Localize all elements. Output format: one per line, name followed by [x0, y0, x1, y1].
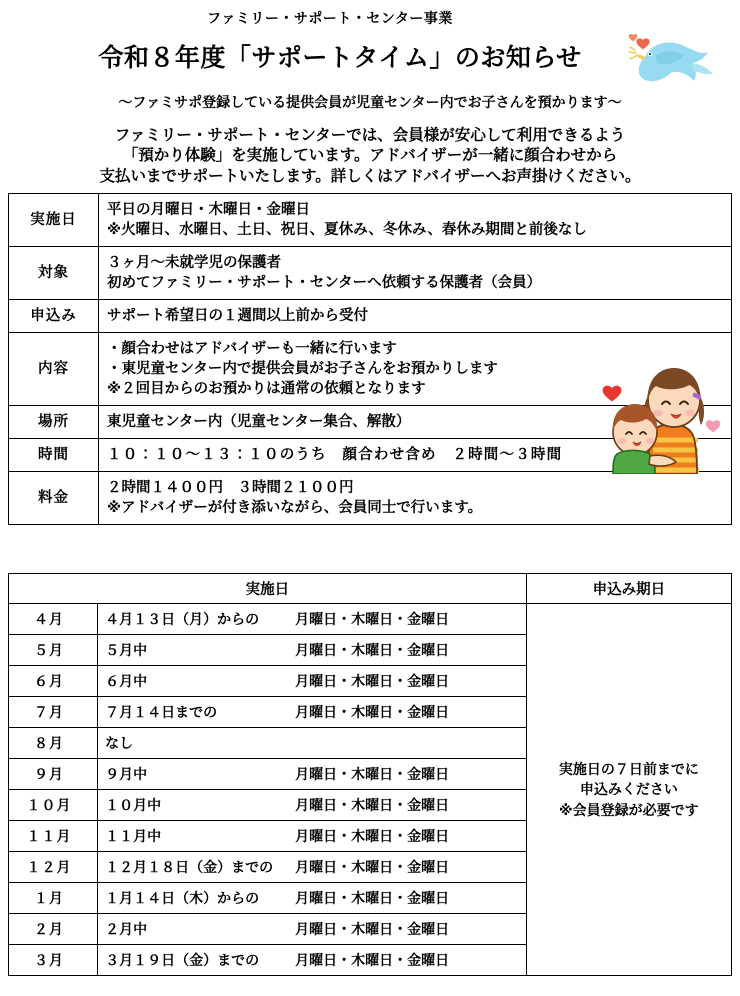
- month-days: 月曜日・木曜日・金曜日: [295, 611, 450, 627]
- cell-line: 東児童センター内（児童センター集合、解散）: [107, 414, 411, 430]
- cell-line: ３ヶ月～未就学児の保護者: [107, 255, 281, 271]
- month-date: １月１４日（木）からの: [105, 890, 260, 906]
- row-value-taisho: [99, 247, 732, 300]
- row-label-ryokin: 料金: [9, 472, 99, 525]
- month-label: ２月: [9, 914, 98, 945]
- cell-line: ※火曜日、水曜日、土日、祝日、夏休み、冬休み、春休み期間と前後なし: [107, 222, 587, 238]
- table-row: [9, 247, 732, 300]
- table-header-row: [9, 574, 732, 604]
- cell-line: ２時間１４００円 ３時間２１００円: [107, 480, 354, 496]
- column-header-schedule: 実施日: [9, 574, 527, 604]
- program-details-table: [8, 193, 732, 525]
- program-details-body: [9, 194, 732, 525]
- table-row: [9, 604, 732, 635]
- row-label-taisho: 対象: [9, 247, 99, 300]
- row-value-naiyo: [99, 333, 732, 406]
- page-subtitle: ～ファミサポ登録している提供会員が児童センター内でお子さんを預かります～: [118, 94, 622, 110]
- month-date: ２月中: [105, 921, 148, 937]
- row-label-jikan: 時間: [9, 439, 99, 472]
- month-label: １月: [9, 883, 98, 914]
- month-date: ９月中: [105, 766, 148, 782]
- cell-line: ・顔合わせはアドバイザーも一緒に行います: [107, 341, 397, 357]
- month-date: ３月１９日（金）までの: [105, 952, 260, 968]
- row-label-basho: 場所: [9, 406, 99, 439]
- month-label: ９月: [9, 759, 98, 790]
- cell-line: ※２回目からのお預かりは通常の依頼となります: [107, 381, 426, 397]
- month-detail: [98, 697, 527, 728]
- apply-note-line: 実施日の７日前までに: [558, 761, 699, 778]
- month-label: ６月: [9, 666, 98, 697]
- cell-line: １０：１０～１３：１０のうち 顔合わせ含め ２時間～３時間: [107, 447, 563, 463]
- month-detail: [98, 821, 527, 852]
- month-detail: [98, 945, 527, 976]
- month-days: 月曜日・木曜日・金曜日: [295, 952, 450, 968]
- cell-line: ※アドバイザーが付き添いながら、会員同士で行います。: [107, 500, 483, 516]
- month-date: １０月中: [105, 797, 162, 813]
- table-row: [9, 194, 732, 247]
- month-detail: [98, 914, 527, 945]
- month-date: １２月１８日（金）までの: [105, 859, 274, 875]
- month-label: ５月: [9, 635, 98, 666]
- row-value-ryokin: [99, 472, 732, 525]
- column-header-apply: 申込み期日: [526, 574, 731, 604]
- month-date: ５月中: [105, 642, 148, 658]
- month-detail: [98, 883, 527, 914]
- blue-bird-illustration: [612, 22, 724, 100]
- month-label: ７月: [9, 697, 98, 728]
- month-detail: [98, 790, 527, 821]
- table-row: [9, 472, 732, 525]
- month-days: 月曜日・木曜日・金曜日: [295, 859, 450, 875]
- heart-shape-small: [629, 34, 638, 41]
- intro-line-2: 「預かり体験」を実施しています。アドバイザーが一緒に顔合わせから: [122, 147, 618, 165]
- month-detail: [98, 728, 527, 759]
- month-label: １１月: [9, 821, 98, 852]
- cell-line: サポート希望日の１週間以上前から受付: [107, 308, 368, 324]
- month-date: なし: [105, 735, 134, 751]
- month-label: ３月: [9, 945, 98, 976]
- row-label-jisshibi: 実施日: [9, 194, 99, 247]
- cell-line: ・東児童センター内で提供会員がお子さんをお預かりします: [107, 361, 498, 377]
- month-date: １１月中: [105, 828, 162, 844]
- row-value-jikan: [99, 439, 732, 472]
- month-days: 月曜日・木曜日・金曜日: [295, 704, 450, 720]
- apply-note-line: 申込みください: [579, 781, 678, 798]
- table-row: [9, 333, 732, 406]
- intro-line-1: ファミリー・サポート・センターでは、会員様が安心して利用できるよう: [114, 127, 626, 144]
- month-detail: [98, 666, 527, 697]
- month-detail: [98, 604, 527, 635]
- month-days: 月曜日・木曜日・金曜日: [295, 921, 450, 937]
- month-days: 月曜日・木曜日・金曜日: [295, 642, 450, 658]
- month-days: 月曜日・木曜日・金曜日: [295, 673, 450, 689]
- monthly-schedule-head: [9, 574, 732, 604]
- cell-line: 平日の月曜日・木曜日・金曜日: [107, 202, 310, 218]
- page-title: 令和８年度「サポートタイム」のお知らせ: [98, 44, 582, 72]
- month-detail: [98, 635, 527, 666]
- month-days: 月曜日・木曜日・金曜日: [295, 828, 450, 844]
- monthly-schedule-table: [8, 573, 732, 976]
- month-label: ４月: [9, 604, 98, 635]
- month-detail: [98, 852, 527, 883]
- row-value-jisshibi: [99, 194, 732, 247]
- row-value-moshikomi: [99, 300, 732, 333]
- table-row: [9, 406, 732, 439]
- cell-line: 初めてファミリー・サポート・センターへ依頼する保護者（会員）: [107, 275, 542, 291]
- row-label-moshikomi: 申込み: [9, 300, 99, 333]
- month-date: ７月１４日までの: [105, 704, 218, 720]
- row-label-naiyo: 内容: [9, 333, 99, 406]
- month-date: ６月中: [105, 673, 148, 689]
- intro-line-3: 支払いまでサポートいたします。詳しくはアドバイザーへお声掛けください。: [99, 167, 641, 185]
- month-days: 月曜日・木曜日・金曜日: [295, 890, 450, 906]
- intro-paragraph: [0, 126, 740, 187]
- apply-deadline-note: [526, 604, 731, 976]
- month-days: 月曜日・木曜日・金曜日: [295, 766, 450, 782]
- program-name: ファミリー・サポート・センター事業: [207, 10, 453, 26]
- month-date: ４月１３日（月）からの: [105, 611, 260, 627]
- monthly-schedule-body: [9, 604, 732, 976]
- table-row: [9, 300, 732, 333]
- month-label: ８月: [9, 728, 98, 759]
- month-days: 月曜日・木曜日・金曜日: [295, 797, 450, 813]
- row-value-basho: [99, 406, 732, 439]
- table-row: [9, 439, 732, 472]
- apply-note-line: ※会員登録が必要です: [559, 801, 699, 818]
- heart-shape: [636, 38, 649, 49]
- month-label: １２月: [9, 852, 98, 883]
- month-detail: [98, 759, 527, 790]
- month-label: １０月: [9, 790, 98, 821]
